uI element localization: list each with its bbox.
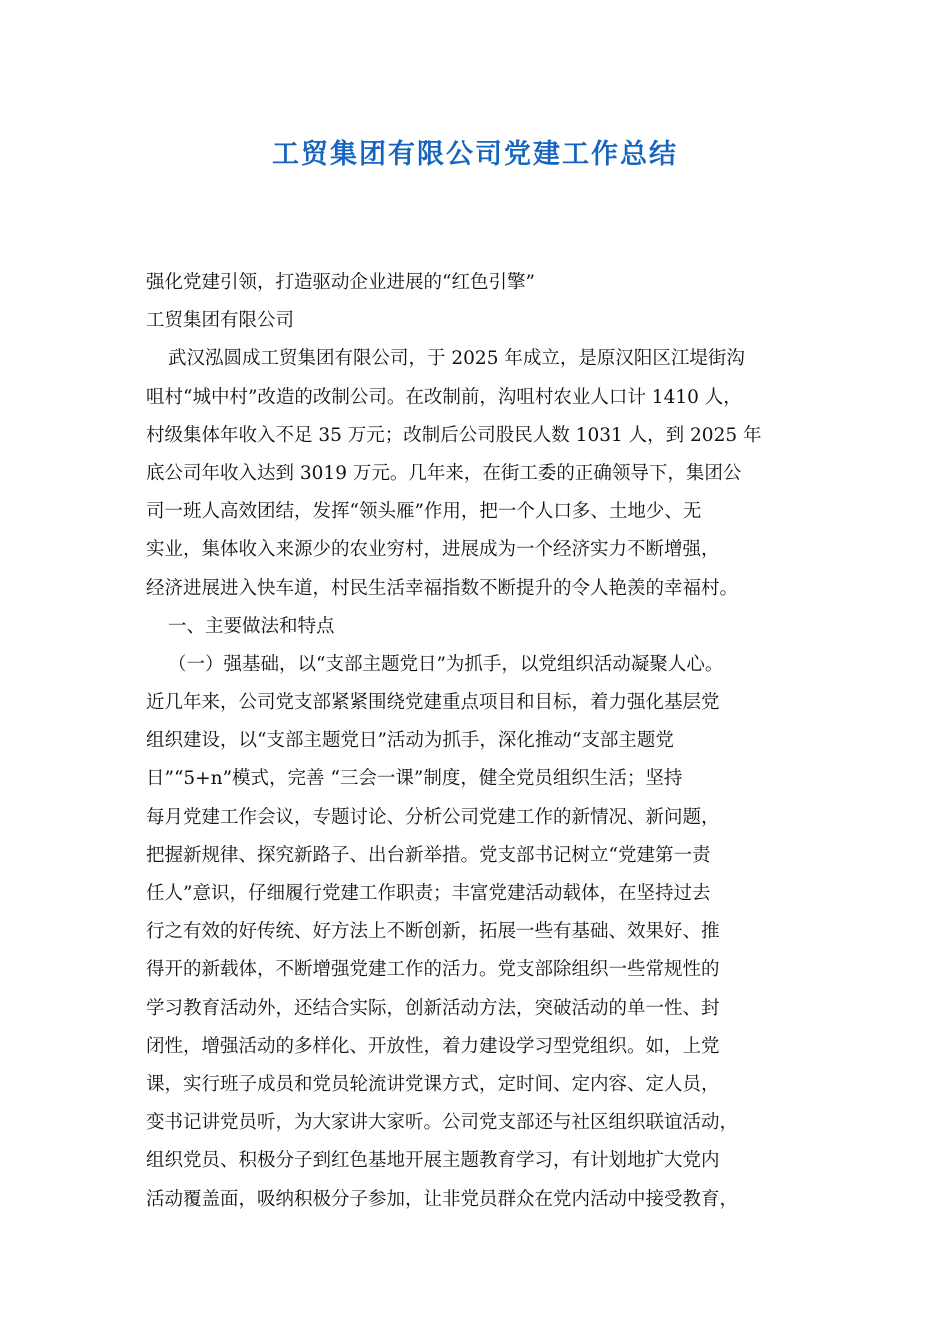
paragraph-line: 经济进展进入快车道，村民生活幸福指数不断提升的令人艳羡的幸福村。 — [146, 577, 739, 599]
paragraph-line: 活动覆盖面，吸纳积极分子参加，让非党员群众在党内活动中接受教育， — [146, 1188, 739, 1210]
paragraph-line: 每月党建工作会议，专题讨论、分析公司党建工作的新情况、新问题， — [146, 806, 720, 828]
section-heading: 一、主要做法和特点 — [168, 615, 335, 637]
paragraph-line: 司一班人高效团结，发挥“领头雁”作用，把一个人口多、土地少、无 — [146, 501, 702, 523]
paragraph-line: 任人”意识，仔细履行党建工作职责；丰富党建活动载体，在坚持过去 — [146, 883, 711, 904]
paragraph-line: 学习教育活动外，还结合实际，创新活动方法，突破活动的单一性、封 — [146, 997, 720, 1019]
paragraph-line: 行之有效的好传统、好方法上不断创新，拓展一些有基础、效果好、推 — [146, 921, 720, 943]
paragraph-line: 近几年来，公司党支部紧紧围绕党建重点项目和目标，着力强化基层党 — [146, 692, 720, 714]
document-title: 工贸集团有限公司党建工作总结 — [272, 139, 678, 170]
paragraph-line: 得开的新载体，不断增强党建工作的活力。党支部除组织一些常规性的 — [146, 959, 720, 981]
paragraph-line: 组织党员、积极分子到红色基地开展主题教育学习，有计划地扩大党内 — [146, 1150, 720, 1172]
paragraph-line: 把握新规律、探究新路子、出台新举措。党支部书记树立“党建第一责 — [146, 844, 711, 866]
author-line: 工贸集团有限公司 — [146, 310, 295, 332]
paragraph-line: 闭性，增强活动的多样化、开放性，着力建设学习型党组织。如，上党 — [146, 1035, 720, 1057]
paragraph-line: 日”“5+n”模式，完善 “三会一课”制度，健全党员组织生活；坚持 — [146, 768, 683, 790]
paragraph-line: 村级集体年收入不足 35 万元；改制后公司股民人数 1031 人，到 2025 年 — [146, 424, 762, 446]
paragraph-line: 底公司年收入达到 3019 万元。几年来，在街工委的正确领导下，集团公 — [146, 462, 742, 484]
paragraph-line: 变书记讲党员听，为大家讲大家听。公司党支部还与社区组织联谊活动， — [146, 1112, 739, 1134]
document-body — [146, 264, 806, 1219]
paragraph-line: 课，实行班子成员和党员轮流讲党课方式，定时间、定内容、定人员， — [146, 1073, 720, 1095]
subsection-heading: （一）强基础，以“支部主题党日”为抓手，以党组织活动凝聚人心。 — [168, 653, 724, 675]
subtitle-line: 强化党建引领，打造驱动企业进展的“红色引擎” — [146, 272, 535, 293]
paragraph-line: 组织建设，以“支部主题党日”活动为抓手，深化推动“支部主题党 — [146, 730, 674, 752]
paragraph-line: 咀村“城中村”改造的改制公司。在改制前，沟咀村农业人口计 1410 人， — [146, 386, 742, 408]
paragraph-line: 武汉泓圆成工贸集团有限公司，于 2025 年成立，是原汉阳区江堤街沟 — [168, 348, 745, 370]
paragraph-line: 实业，集体收入来源少的农业穷村，进展成为一个经济实力不断增强， — [146, 539, 720, 561]
